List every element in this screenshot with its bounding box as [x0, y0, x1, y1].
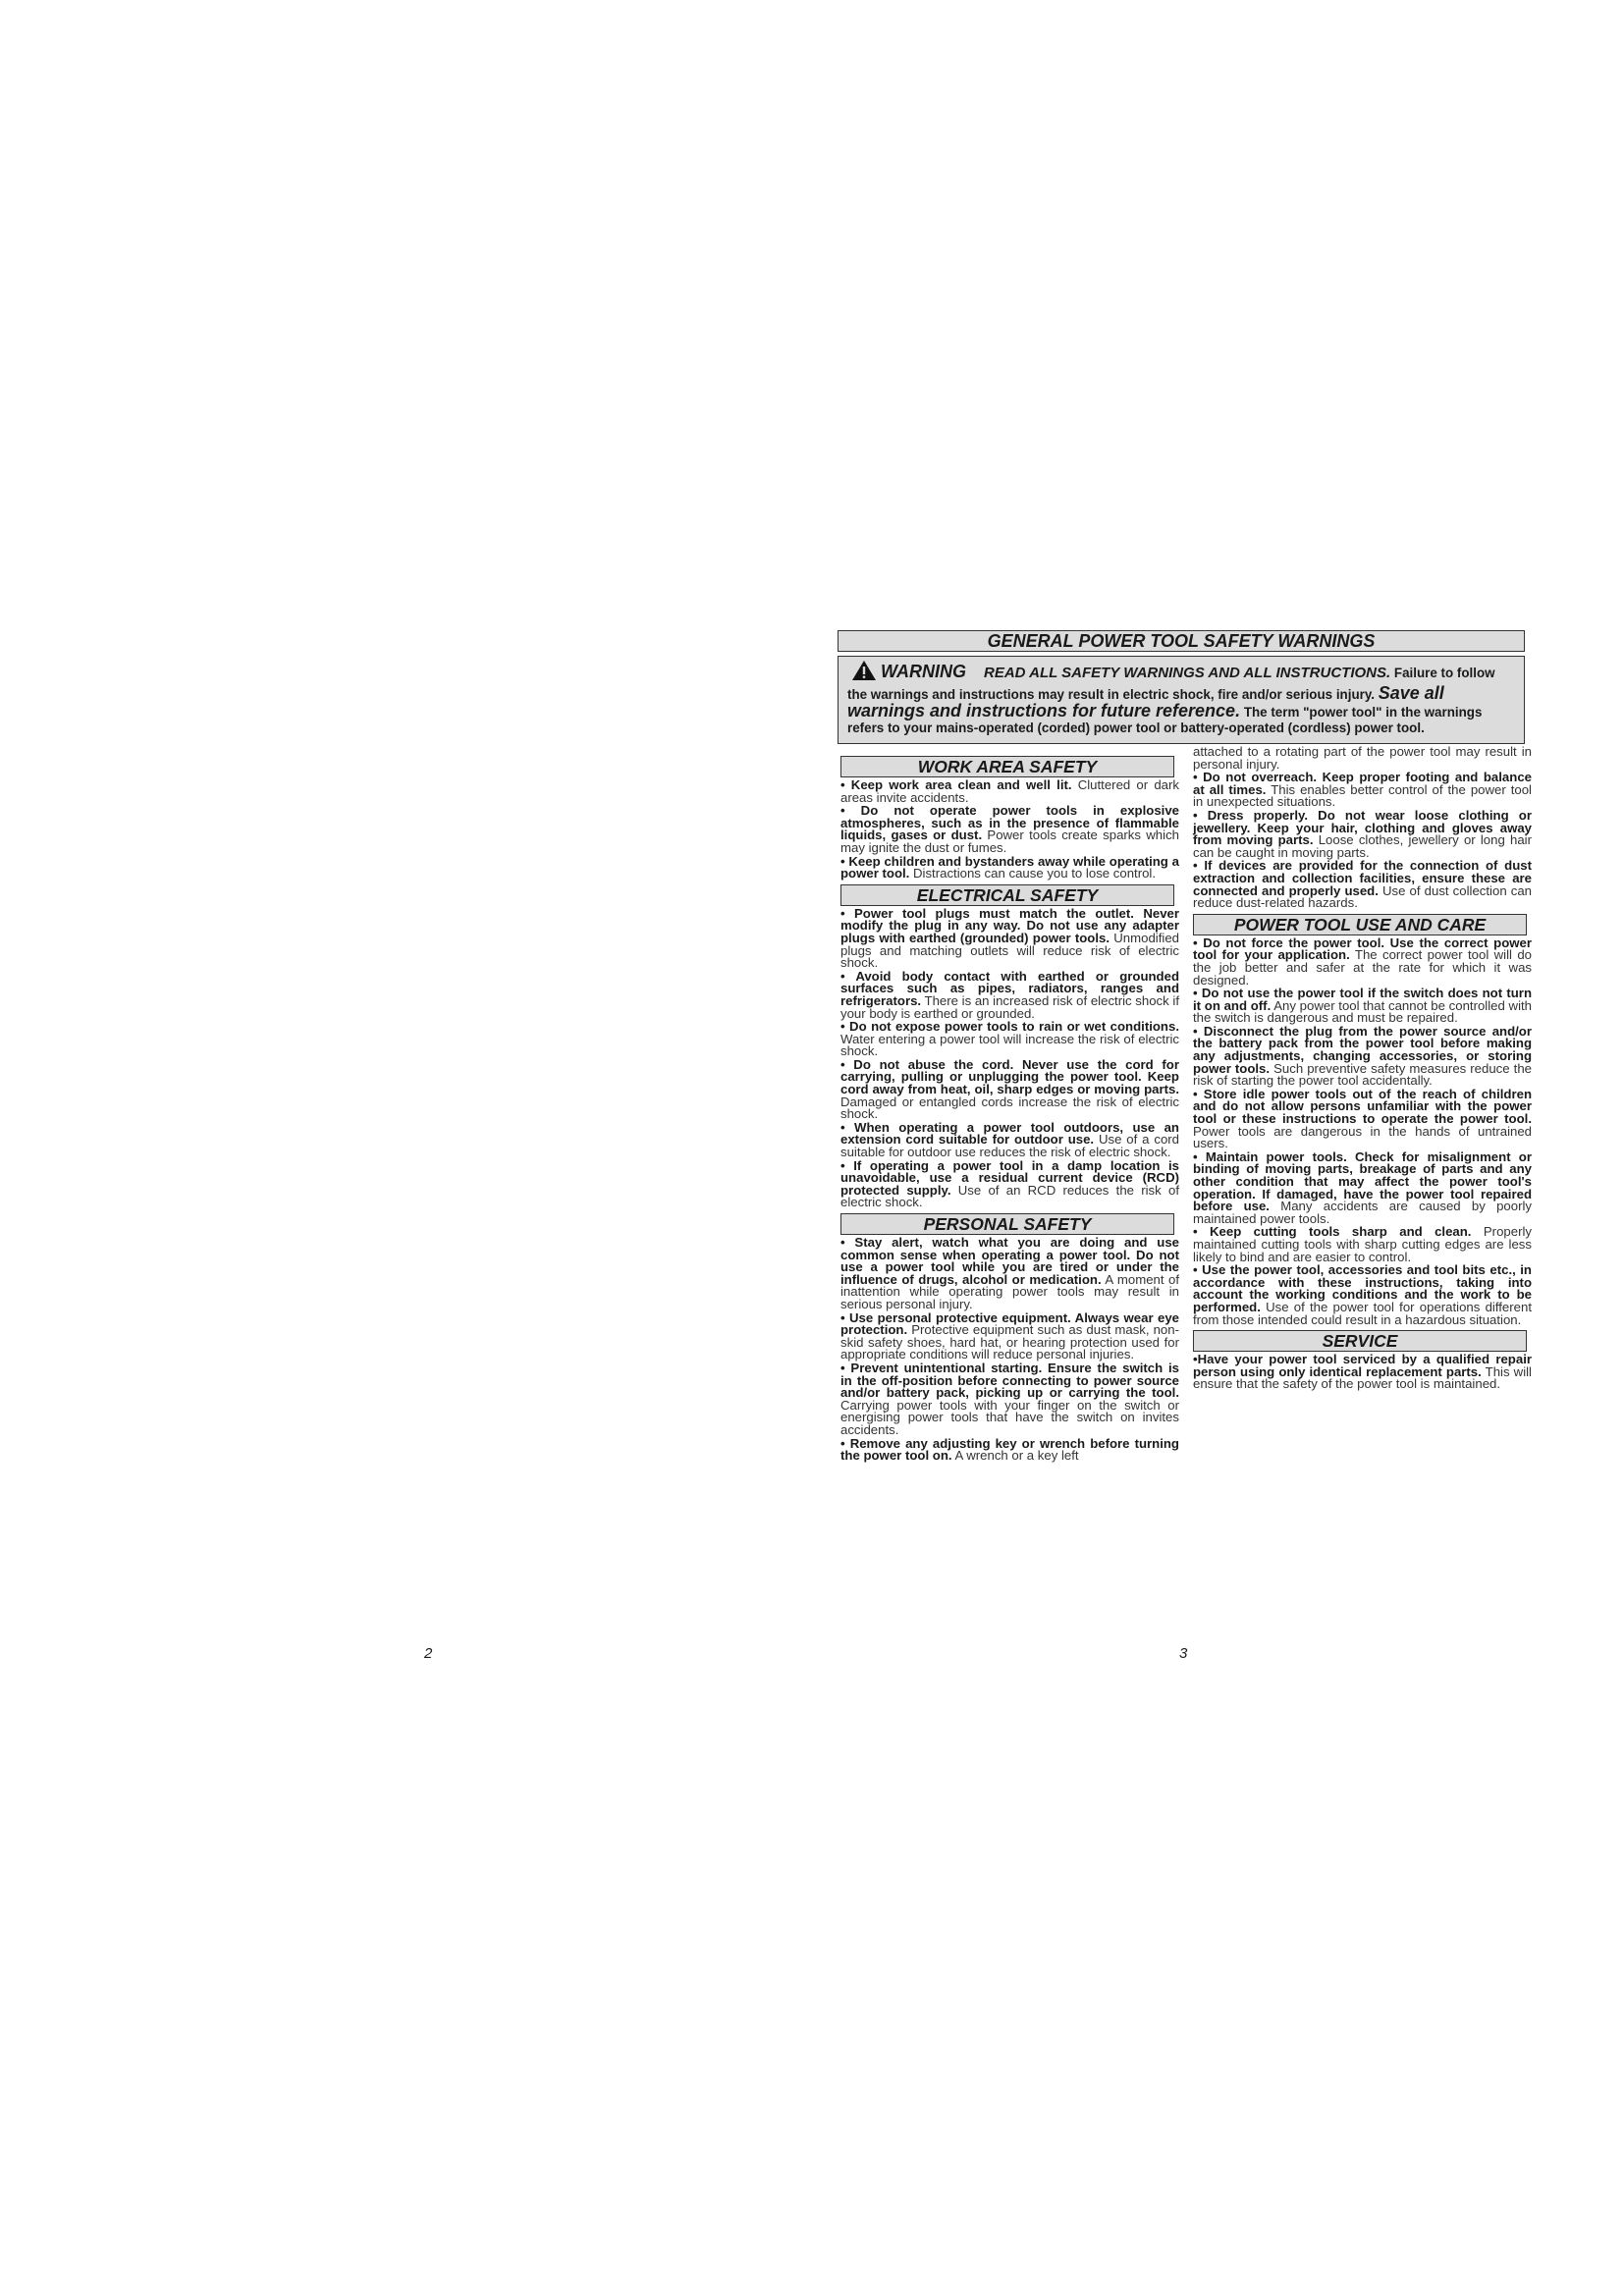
item-body-text: Damaged or entangled cords increase the risk of electric shock. — [840, 1094, 1179, 1122]
list-item — [1193, 934, 1532, 988]
item-body-text: Unmodified plugs and matching outlets will reduce risk of electric shock. — [840, 930, 1179, 971]
item-bold-text: • Avoid body contact with earthed or grounded surfaces such as pipes, radiators, ranges and refrigerators. — [840, 968, 1179, 1008]
item-bold-text: • Do not overreach. Keep proper footing and balance at all times. — [1193, 770, 1532, 797]
item-bold-text: • Disconnect the plug from the power source and/or the battery pack from the power tool before making any adjustments, changing accessories, or storing power tools. — [1193, 1023, 1532, 1076]
warning-save-text: Save all warnings and instructions for future reference. — [847, 683, 1444, 721]
item-bold-text: • When operating a power tool outdoors, use an extension cord suitable for outdoor use. — [840, 1119, 1179, 1148]
item-bold-text: • Prevent unintentional starting. Ensure the switch is in the off-position before connecting to power source and/or battery pack, picking up or carrying the tool. — [840, 1360, 1179, 1401]
warning-box — [838, 656, 1525, 744]
list-item — [1193, 1148, 1532, 1226]
item-bold-text: • Do not operate power tools in explosive atmospheres, such as in the presence of flammable liquids, gases or dust. — [840, 803, 1179, 843]
item-bold-text: • Do not abuse the cord. Never use the cord for carrying, pulling or unplugging the power tool. Keep cord away from heat, oil, sharp edges or moving parts. — [840, 1056, 1179, 1097]
item-body-text: Use of dust collection can reduce dust-related hazards. — [1193, 882, 1533, 911]
item-bold-text: • Do not expose power tools to rain or wet conditions. — [840, 1019, 1179, 1035]
item-bold-text: • Power tool plugs must match the outlet. Never modify the plug in any way. Do not use any adapter plugs with earthed (grounded) power tools. — [840, 905, 1179, 945]
right-column — [1193, 744, 1533, 1392]
list-item — [840, 1435, 1179, 1464]
item-bold-text: • Keep cutting tools sharp and clean. — [1193, 1224, 1472, 1240]
item-body-text: Carrying power tools with your finger on the switch or energising power tools that have the switch on invites accidents. — [840, 1397, 1179, 1437]
list-item — [840, 905, 1179, 971]
list-item — [1193, 988, 1532, 1025]
item-bold-text: • Do not use the power tool if the switch does not turn it on and off. — [1193, 986, 1532, 1013]
warning-failure-text: Failure to follow the warnings and instructions may result in electric shock, fire and/or serious injury. — [847, 666, 1495, 702]
list-item — [840, 1119, 1180, 1160]
list-item — [1193, 807, 1532, 860]
list-item — [1193, 860, 1532, 909]
item-bold-text: • Dress properly. Do not wear loose clothing or jewellery. Keep your hair, clothing and gloves away from moving parts. — [1193, 807, 1532, 848]
warning-word: WARNING — [881, 662, 966, 681]
list-item — [840, 805, 1179, 854]
item-body-text: Use of a cord suitable for outdoor use reduces the risk of electric shock. — [840, 1132, 1180, 1160]
item-body-text: A moment of inattention while operating power tools may result in serious personal injury. — [840, 1271, 1179, 1311]
item-body-text: Use of an RCD reduces the risk of electric shock. — [840, 1182, 1179, 1210]
item-body-text: Distractions can cause you to lose control. — [909, 866, 1157, 881]
item-body-text: Cluttered or dark areas invite accidents. — [840, 777, 1179, 805]
item-bold-text: • Maintain power tools. Check for misalignment or binding of moving parts, breakage of parts and any other condition that may affect the power tool's operation. If damaged, have the power tool repaired before use. — [1193, 1148, 1532, 1214]
section-heading: WORK AREA SAFETY — [840, 756, 1174, 777]
item-body-text: The correct power tool will do the job better and safer at the rate for which it was designed. — [1193, 947, 1532, 988]
list-item — [840, 1362, 1179, 1437]
item-bold-text: • Do not force the power tool. Use the correct power tool for your application. — [1193, 934, 1532, 963]
list-item — [840, 779, 1179, 804]
item-body-text: Such preventive safety measures reduce the risk of starting the power tool accidentally. — [1193, 1060, 1532, 1089]
list-item — [1193, 1023, 1532, 1089]
item-bold-text: • Remove any adjusting key or wrench before turning the power tool on. — [840, 1435, 1179, 1464]
list-item — [840, 968, 1179, 1021]
item-bold-text: • Use the power tool, accessories and tool bits etc., in accordance with these instructions, taking into account the working conditions and the work to be performed. — [1193, 1262, 1532, 1314]
item-body-text: Water entering a power tool will increase the risk of electric shock. — [840, 1031, 1179, 1059]
warning-term-text: The term "power tool" in the warnings refers to your mains-operated (corded) power tool or battery-operated (cordless) power tool. — [847, 705, 1483, 735]
main-title: GENERAL POWER TOOL SAFETY WARNINGS — [838, 630, 1525, 652]
item-body-text: Any power tool that cannot be controlled with the switch is dangerous and must be repaired. — [1193, 997, 1532, 1026]
item-bold-text: •Have your power tool serviced by a qualified repair person using only identical replacement parts. — [1193, 1352, 1532, 1379]
item-bold-text: • Store idle power tools out of the reach of children and do not allow persons unfamiliar with the power tool or these instructions to operate the power tool. — [1193, 1086, 1532, 1127]
item-bold-text: • Keep work area clean and well lit. — [840, 777, 1072, 792]
list-item — [840, 1056, 1179, 1122]
item-body-text: Power tools create sparks which may ignite the dust or fumes. — [840, 828, 1179, 855]
item-body-text: A wrench or a key left — [951, 1448, 1079, 1464]
item-body-text: Power tools are dangerous in the hands of untrained users. — [1193, 1123, 1532, 1151]
item-bold-text: • If operating a power tool in a damp location is unavoidable, use a residual current device (RCD) protected supply. — [840, 1157, 1179, 1198]
list-item — [1193, 772, 1532, 809]
item-body-text: attached to a rotating part of the power tool may result in personal injury. — [1193, 744, 1532, 772]
item-body-text: Use of the power tool for operations different from those intended could result in a hazardous situation. — [1193, 1299, 1532, 1327]
item-bold-text: • If devices are provided for the connection of dust extraction and collection facilities, ensure these are connected and properly used. — [1193, 858, 1532, 898]
warning-triangle-icon — [851, 660, 877, 685]
warning-read-all: READ ALL SAFETY WARNINGS AND ALL INSTRUCTIONS. — [984, 665, 1391, 681]
item-bold-text: • Stay alert, watch what you are doing and use common sense when operating a power tool. Do not use a power tool while you are tired or under the influence of drugs, alcohol or medication. — [840, 1235, 1179, 1287]
page-number-left: 2 — [424, 1645, 433, 1662]
item-body-text: Properly maintained cutting tools with sharp cutting edges are less likely to bind and are easier to control. — [1193, 1224, 1532, 1264]
list-item — [840, 1237, 1179, 1311]
item-body-text: Many accidents are caused by poorly maintained power tools. — [1193, 1199, 1532, 1226]
item-body-text: This will ensure that the safety of the power tool is maintained. — [1193, 1363, 1532, 1392]
list-item — [1193, 1226, 1532, 1263]
list-item — [1193, 1354, 1532, 1391]
page-number-right: 3 — [1179, 1645, 1188, 1662]
list-item — [840, 1157, 1179, 1210]
list-item — [1193, 1086, 1532, 1151]
section-heading: SERVICE — [1193, 1330, 1527, 1352]
section-heading: POWER TOOL USE AND CARE — [1193, 914, 1527, 935]
section-heading: ELECTRICAL SAFETY — [840, 884, 1174, 906]
list-item — [840, 1021, 1179, 1058]
list-item — [1193, 1264, 1532, 1326]
list-item — [840, 853, 1179, 881]
item-body-text: Loose clothes, jewellery or long hair can be caught in moving parts. — [1193, 832, 1532, 860]
continuation-text — [1193, 746, 1532, 771]
section-heading: PERSONAL SAFETY — [840, 1213, 1174, 1235]
item-body-text: There is an increased risk of electric shock if your body is earthed or grounded. — [840, 992, 1179, 1021]
list-item — [840, 1309, 1179, 1362]
item-body-text: Protective equipment such as dust mask, non-skid safety shoes, hard hat, or hearing protection used for appropriate conditions will reduce personal injuries. — [840, 1322, 1179, 1362]
item-body-text: This enables better control of the power tool in unexpected situations. — [1193, 781, 1532, 810]
item-bold-text: • Keep children and bystanders away while operating a power tool. — [840, 853, 1179, 881]
item-bold-text: • Use personal protective equipment. Always wear eye protection. — [840, 1309, 1179, 1338]
left-column — [840, 752, 1179, 1464]
